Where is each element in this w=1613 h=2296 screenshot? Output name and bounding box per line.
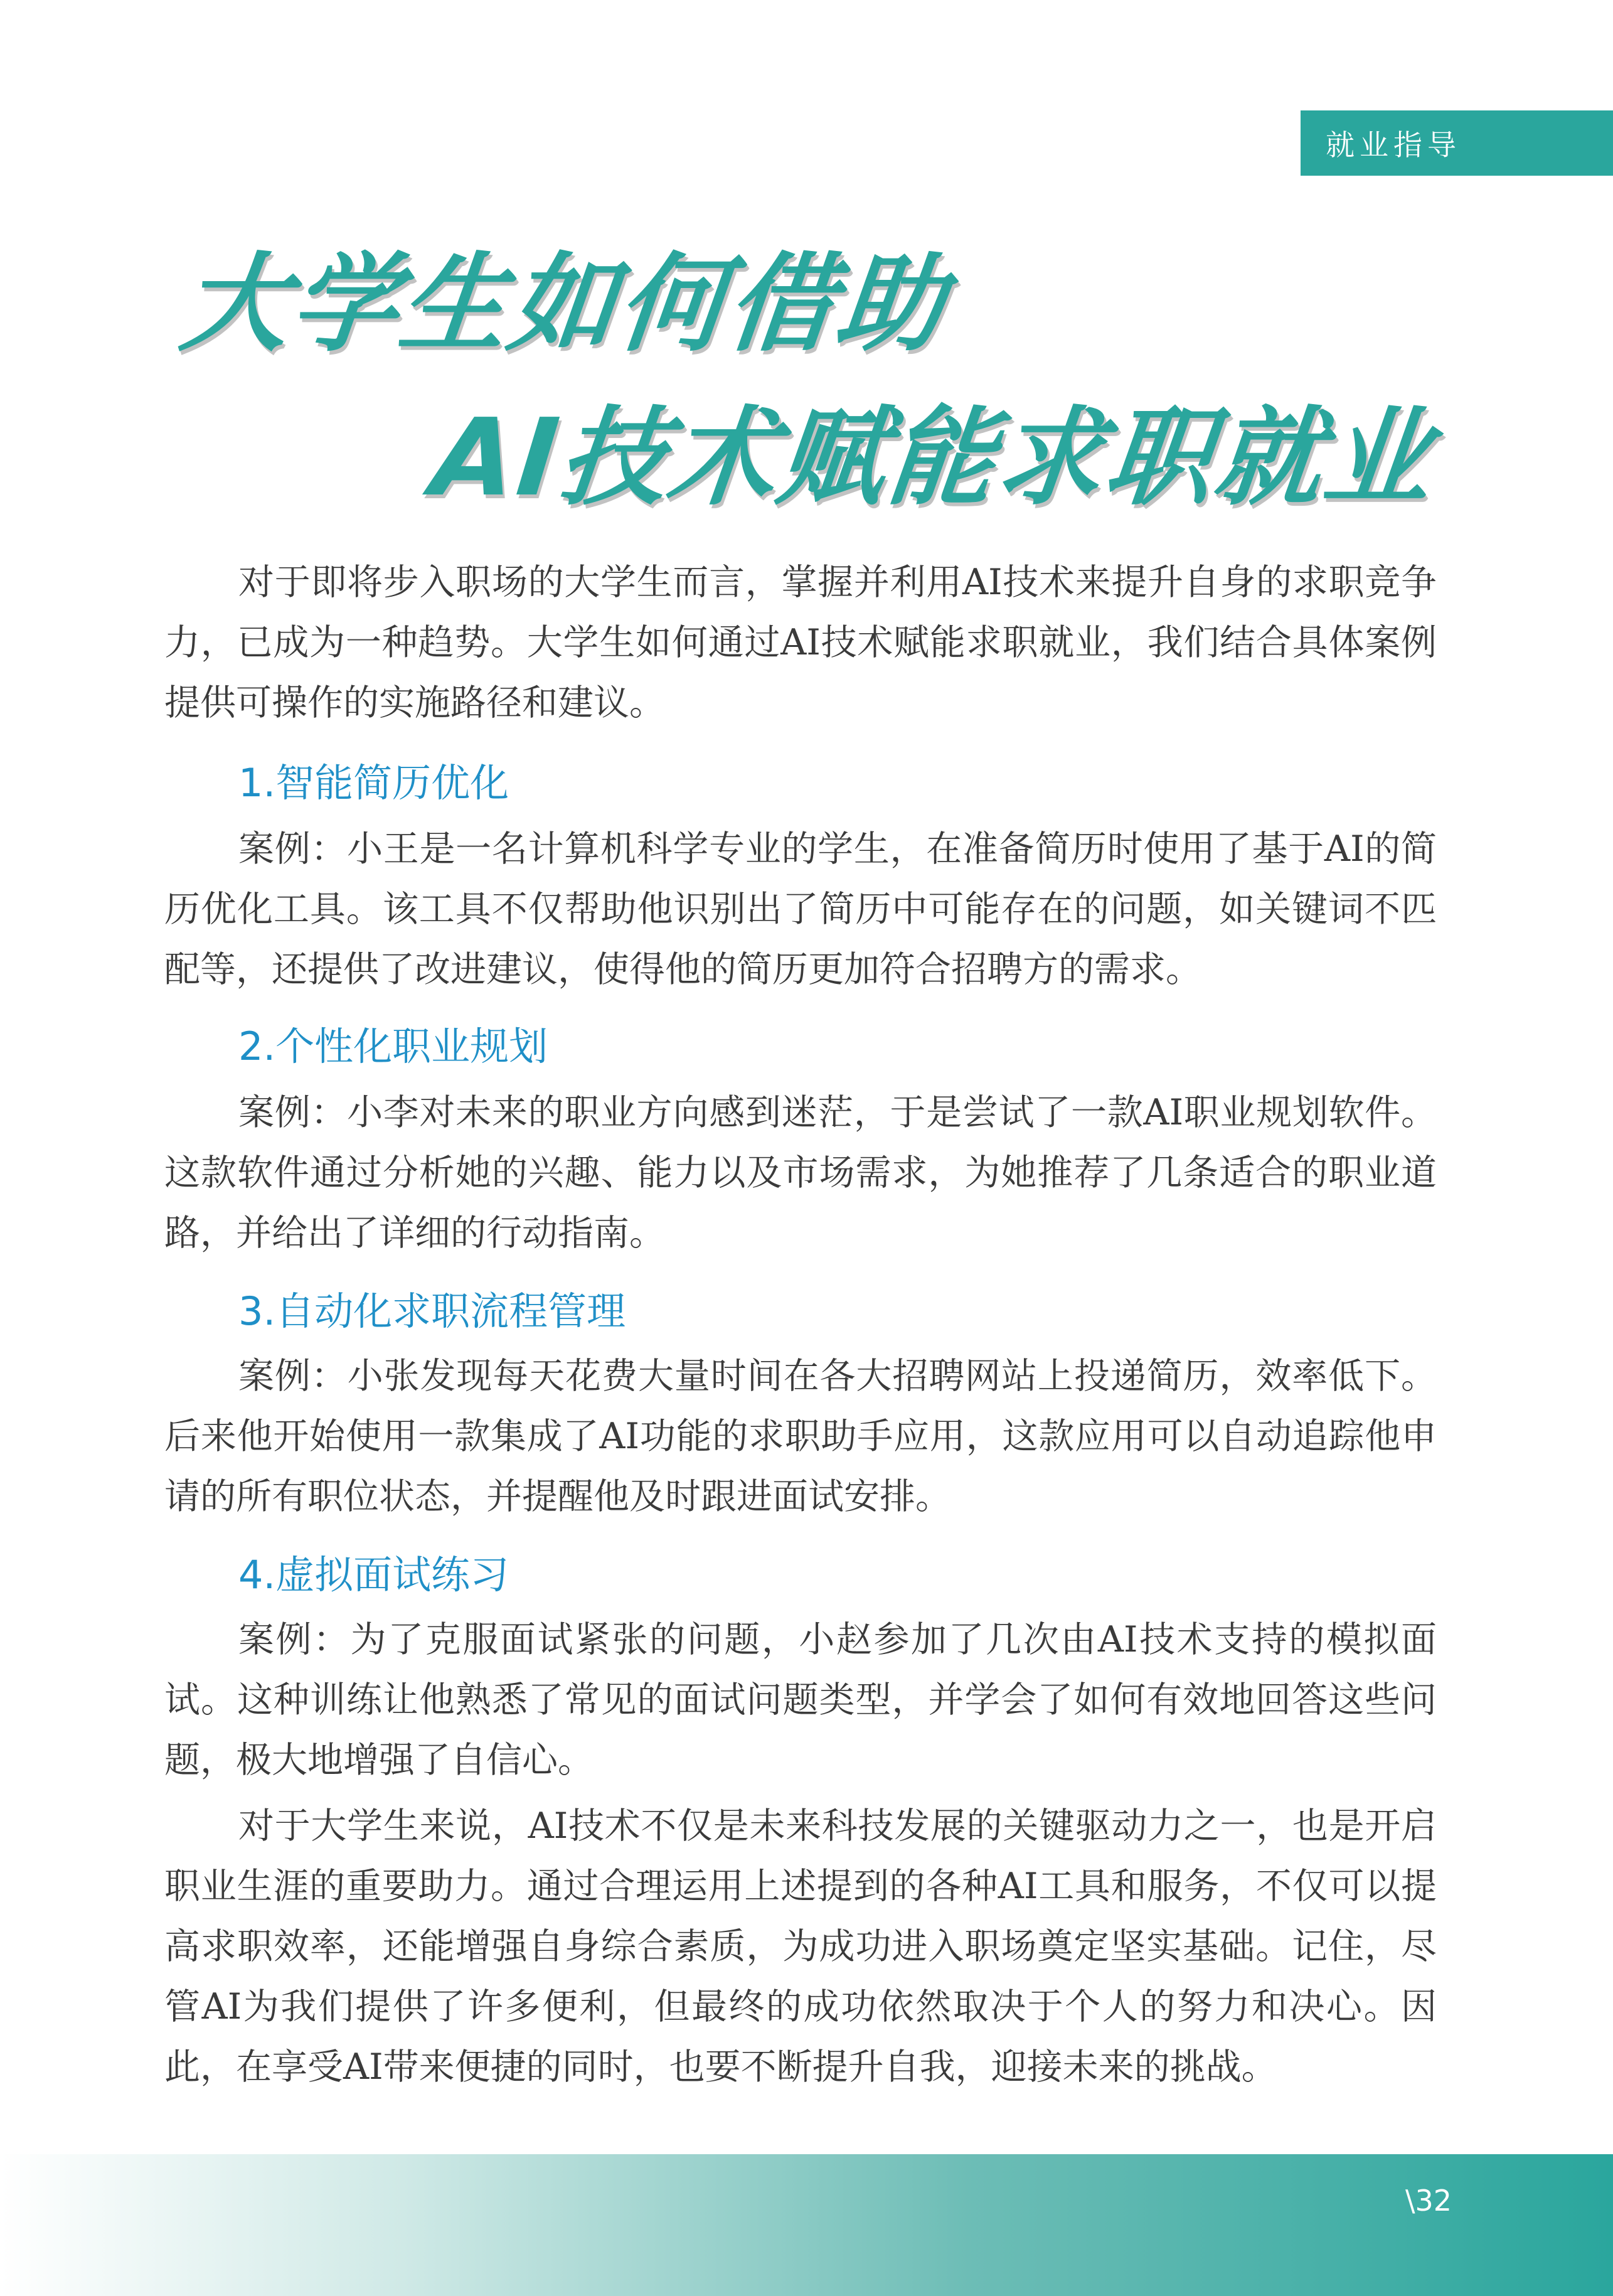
- section-tag-label: 就业指导: [1326, 128, 1461, 162]
- section-heading-3: 3.自动化求职流程管理: [238, 1288, 626, 1334]
- conclusion-paragraph: 对于大学生来说，AI技术不仅是未来科技发展的关键驱动力之一，也是开启职业生涯的重要助力。通过合理运用上述提到的各种AI工具和服务，不仅可以提高求职效率，还能增强自身综合素质，为成功进入职场奠定坚实基础。记住，尽管AI为我们提供了许多便利，但最终的成功依然取决于个人的努力和决心。因此，在享受AI带来便捷的同时，也要不断提升自我，迎接未来的挑战。: [164, 1805, 1437, 2088]
- footer-band: [0, 2154, 1613, 2296]
- page-title-line-2: AI技术赋能求职就业: [426, 396, 1440, 520]
- page-number: \32: [1405, 2184, 1452, 2218]
- section-text-4: 案例：为了克服面试紧张的问题，小赵参加了几次由AI技术支持的模拟面试。这种训练让他熟悉了常见的面试问题类型，并学会了如何有效地回答这些问题，极大地增强了自信心。: [164, 1619, 1437, 1781]
- section-text-2: 案例：小李对未来的职业方向感到迷茫，于是尝试了一款AI职业规划软件。这款软件通过分析她的兴趣、能力以及市场需求，为她推荐了几条适合的职业道路，并给出了详细的行动指南。: [164, 1092, 1437, 1254]
- section-heading-1: 1.智能简历优化: [238, 760, 509, 806]
- section-heading-2: 2.个性化职业规划: [238, 1023, 548, 1069]
- section-tag: [1301, 110, 1613, 176]
- page-title-line-1: 大学生如何借助: [175, 242, 953, 366]
- intro-paragraph: 对于即将步入职场的大学生而言，掌握并利用AI技术来提升自身的求职竞争力，已成为一种趋势。大学生如何通过AI技术赋能求职就业，我们结合具体案例提供可操作的实施路径和建议。: [164, 562, 1437, 724]
- section-text-1: 案例：小王是一名计算机科学专业的学生，在准备简历时使用了基于AI的简历优化工具。该工具不仅帮助他识别出了简历中可能存在的问题，如关键词不匹配等，还提供了改进建议，使得他的简历更加符合招聘方的需求。: [164, 828, 1437, 990]
- section-text-3: 案例：小张发现每天花费大量时间在各大招聘网站上投递简历，效率低下。后来他开始使用一款集成了AI功能的求职助手应用，这款应用可以自动追踪他申请的所有职位状态，并提醒他及时跟进面试安排。: [164, 1355, 1437, 1517]
- section-heading-4: 4.虚拟面试练习: [238, 1552, 509, 1598]
